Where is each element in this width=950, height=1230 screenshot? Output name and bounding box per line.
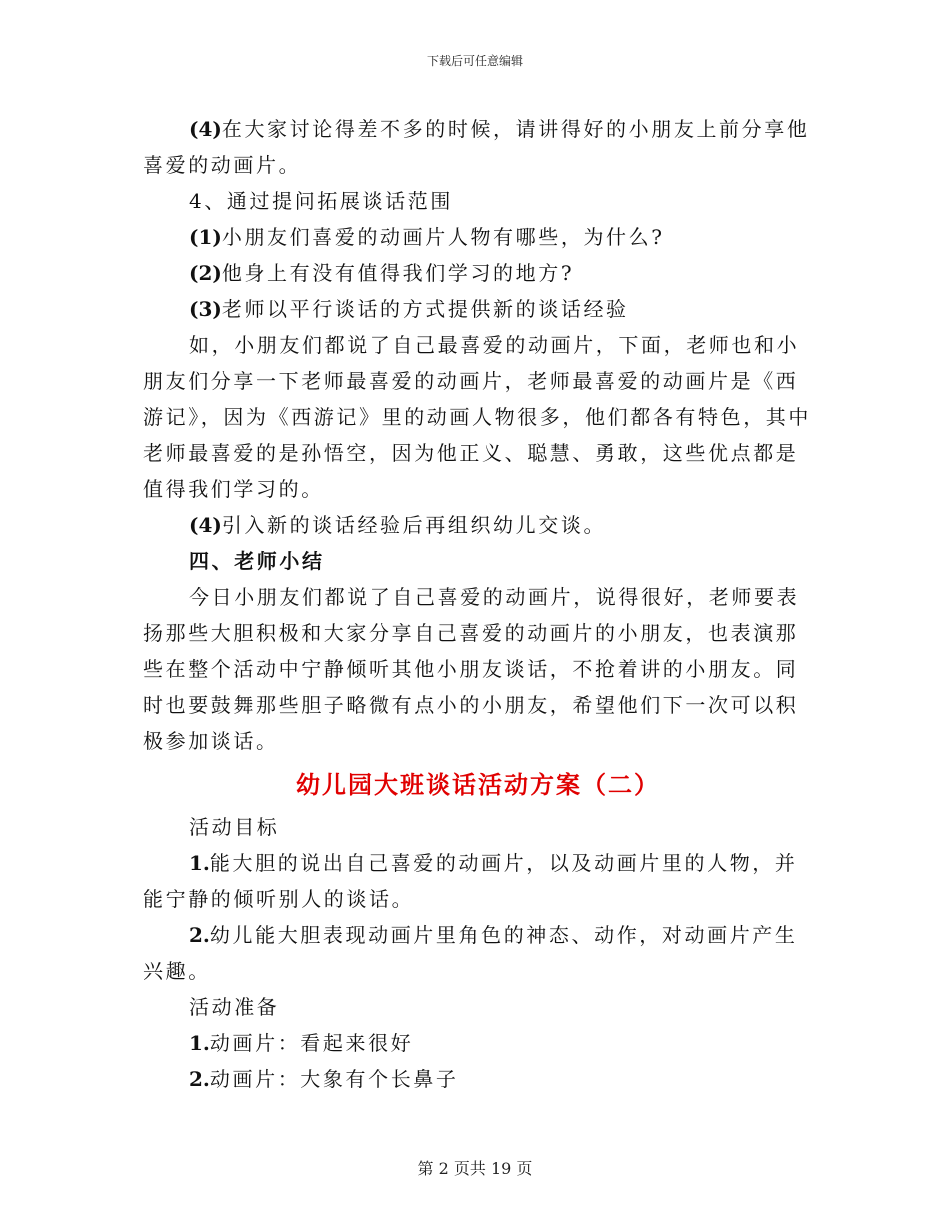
paragraph <box>143 219 813 255</box>
paragraph-text: 引入新的谈话经验后再组织幼儿交谈。 <box>221 513 607 537</box>
subheading: 活动目标 <box>189 815 280 839</box>
list-item <box>143 1061 813 1097</box>
document-body <box>143 111 813 1097</box>
list-item <box>143 845 813 917</box>
list-item <box>143 917 813 989</box>
section-heading: 四、老师小结 <box>189 549 325 573</box>
subheading: 活动准备 <box>189 995 280 1019</box>
page-footer: 第 2 页共 19 页 <box>417 1159 533 1178</box>
item-number: 2. <box>189 1067 210 1091</box>
item-number: (2) <box>189 261 222 285</box>
item-number: 1. <box>189 851 210 875</box>
item-number: (4) <box>189 117 222 141</box>
paragraph <box>143 255 813 291</box>
subheading: 4、通过提问拓展谈话范围 <box>189 189 453 213</box>
list-item-text: 动画片：看起来很好 <box>209 1031 414 1055</box>
paragraph: 如，小朋友们都说了自己最喜爱的动画片，下面，老师也和小朋友们分享一下老师最喜爱的动画片，老师最喜爱的动画片是《西游记》，因为《西游记》里的动画人物很多，他们都各有特色，其中老师最喜爱的是孙悟空，因为他正义、聪慧、勇敢，这些优点都是值得我们学习的。 <box>143 333 811 501</box>
item-number: (3) <box>189 297 222 321</box>
list-item-text: 能大胆的说出自己喜爱的动画片，以及动画片里的人物，并能宁静的倾听别人的谈话。 <box>143 851 798 911</box>
paragraph-text: 小朋友们喜爱的动画片人物有哪些，为什么? <box>221 225 665 249</box>
paragraph-text: 老师以平行谈话的方式提供新的谈话经验 <box>221 297 629 321</box>
list-item-text: 动画片：大象有个长鼻子 <box>209 1067 459 1091</box>
paragraph <box>143 291 813 327</box>
item-number: 1. <box>189 1031 210 1055</box>
paragraph <box>143 111 813 183</box>
paragraph-text: 他身上有没有值得我们学习的地方? <box>221 261 575 285</box>
section-title: 幼儿园大班谈话活动方案（二） <box>296 771 660 799</box>
paragraph <box>143 507 813 543</box>
list-item <box>143 1025 813 1061</box>
item-number: (4) <box>189 513 222 537</box>
paragraph-text: 在大家讨论得差不多的时候，请讲得好的小朋友上前分享他喜爱的动画片。 <box>143 117 810 177</box>
item-number: 2. <box>189 923 210 947</box>
list-item-text: 幼儿能大胆表现动画片里角色的神态、动作，对动画片产生兴趣。 <box>143 923 798 983</box>
page-header: 下载后可任意编辑 <box>426 54 523 68</box>
item-number: (1) <box>189 225 222 249</box>
paragraph: 今日小朋友们都说了自己喜爱的动画片，说得很好，老师要表扬那些大胆积极和大家分享自己喜爱的动画片的小朋友，也表演那些在整个活动中宁静倾听其他小朋友谈话，不抢着讲的小朋友。同时也要鼓舞那些胆子略微有点小的小朋友，希望他们下一次可以积极参加谈话。 <box>143 585 800 753</box>
